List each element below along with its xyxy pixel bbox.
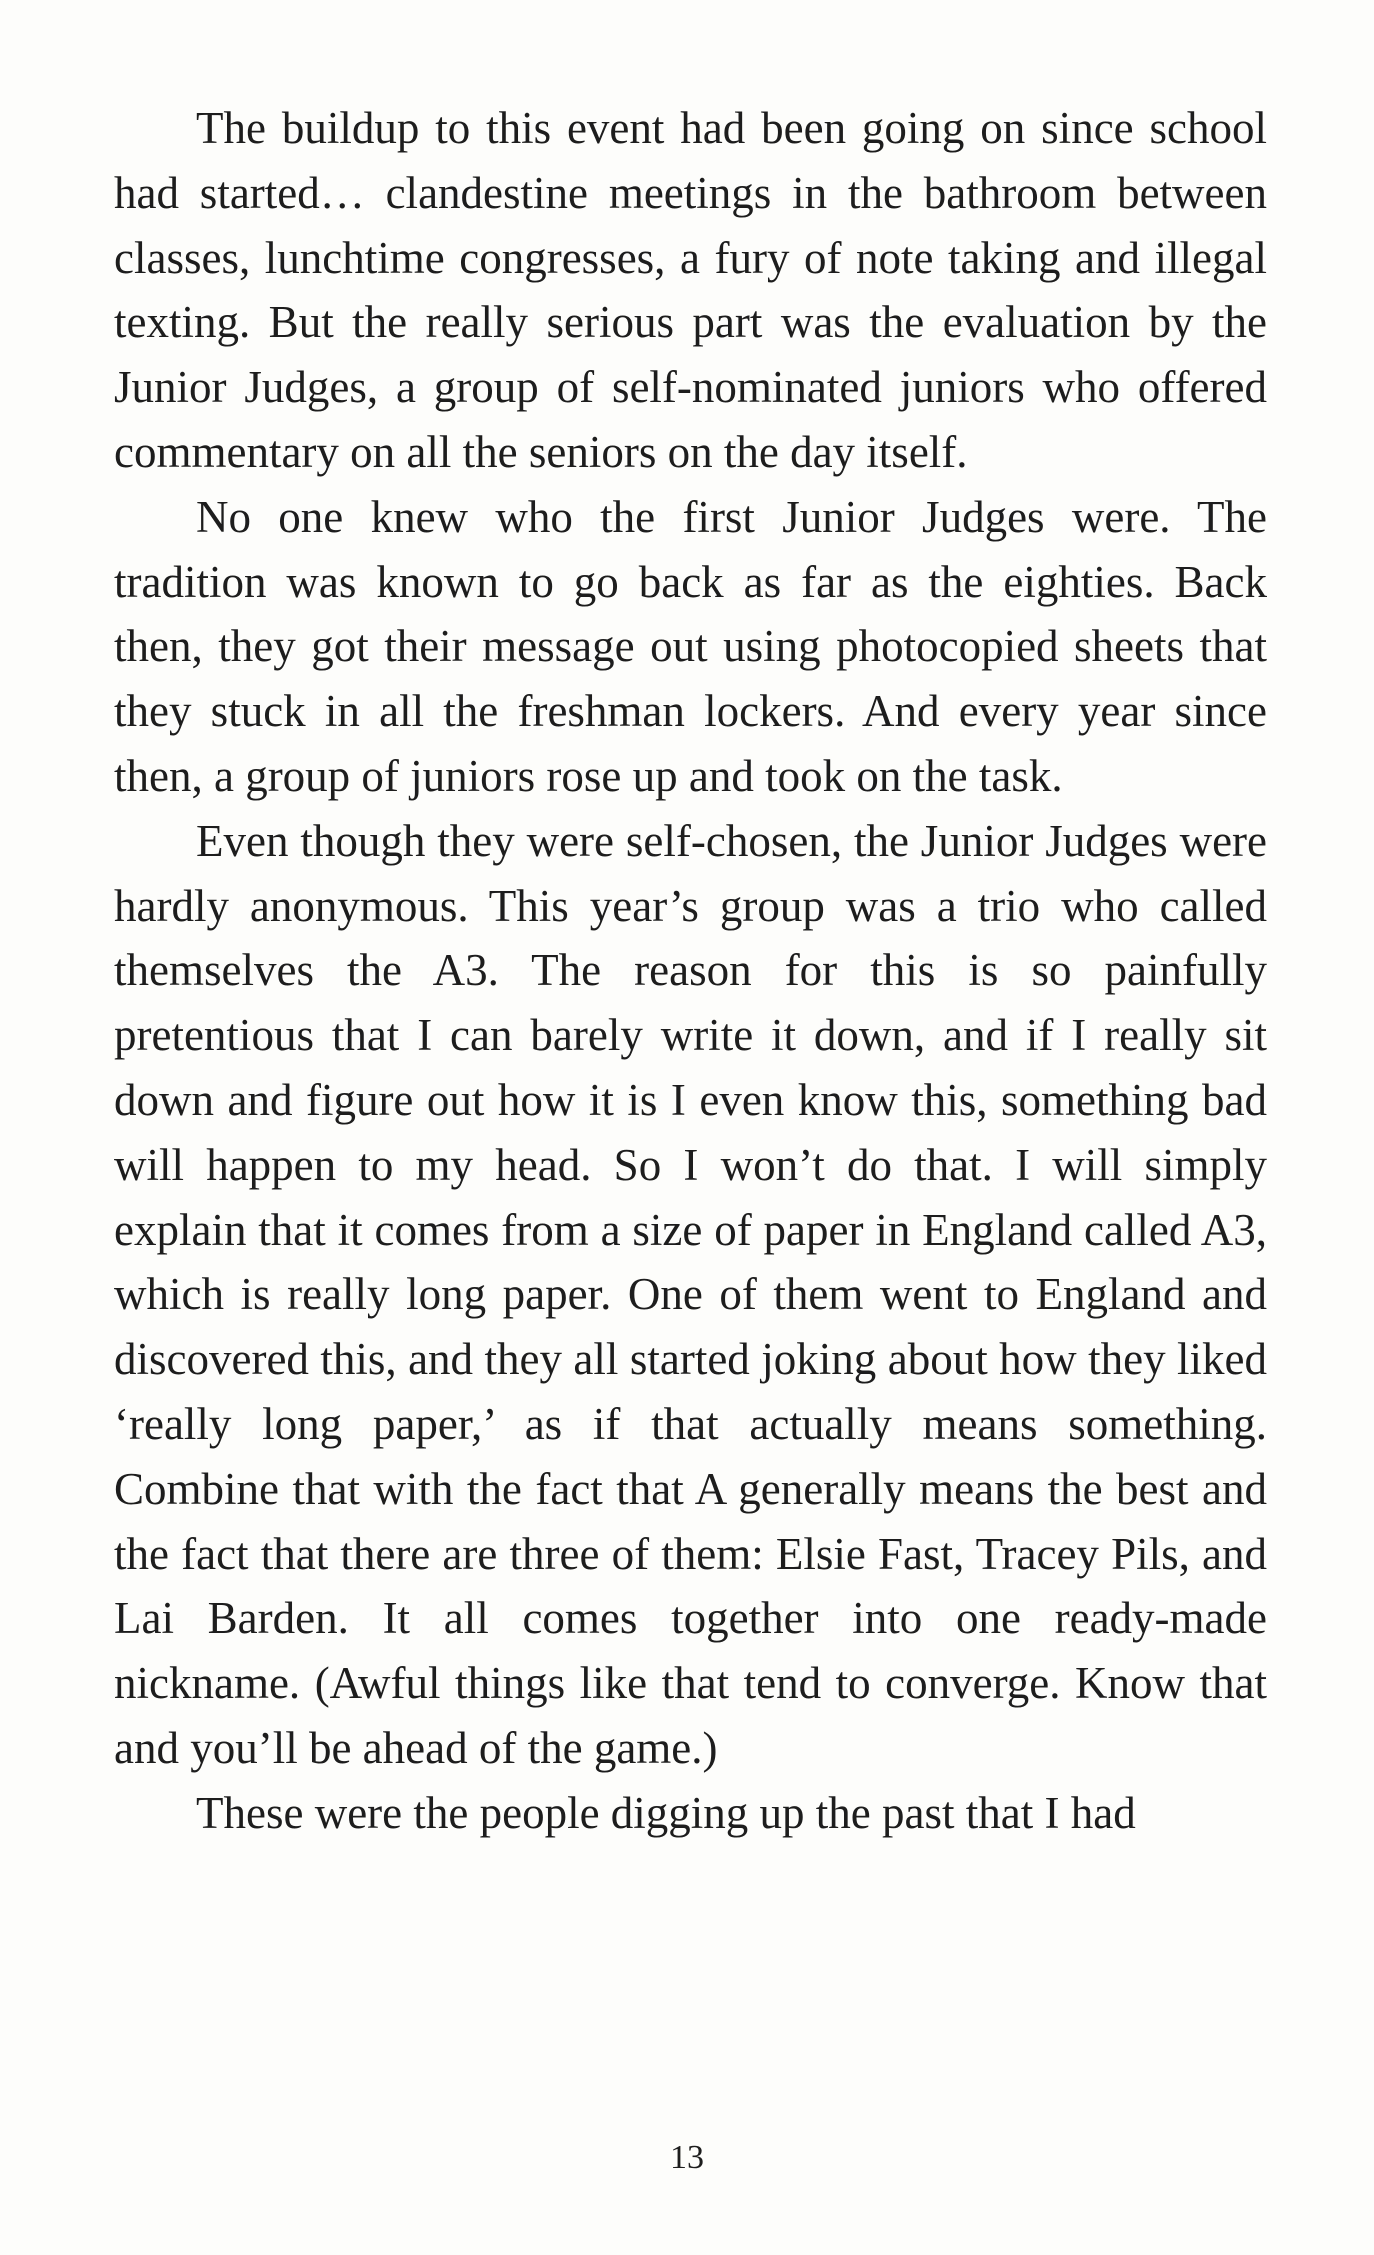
page-number: 13: [670, 2139, 704, 2176]
paragraph: No one knew who the first Junior Judges were. The tradition was known to go back as far as the eighties. Back then, they got their message out using photocopied sheets that they stuck in all the freshman lockers. And every year since then, a group of juniors rose up and took on the task.: [114, 491, 1267, 801]
body-text: [114, 96, 1267, 1846]
paragraph: The buildup to this event had been going on since school had started… clandestine meetings in the bathroom between classes, lunchtime congresses, a fury of note taking and illegal texting. But the really serious part was the evaluation by the Junior Judges, a group of self-nominated juniors who offered commentary on all the seniors on the day itself.: [114, 103, 1267, 477]
paragraph: Even though they were self-chosen, the Junior Judges were hardly anonymous. This year’s group was a trio who called themselves the A3. The reason for this is so painfully pretentious that I can barely write it down, and if I really sit down and figure out how it is I even know this, something bad will happen to my head. So I won’t do that. I will simply explain that it comes from a size of paper in England called A3, which is really long paper. One of them went to England and discovered this, and they all started joking about how they liked ‘really long paper,’ as if that actually means something. Combine that with the fact that A generally means the best and the fact that there are three of them: Elsie Fast, Tracey Pils, and Lai Barden. It all comes together into one ready-made nickname. (Awful things like that tend to converge. Know that and you’ll be ahead of the game.): [114, 815, 1267, 1773]
paragraph: These were the people digging up the past that I had: [196, 1787, 1136, 1838]
